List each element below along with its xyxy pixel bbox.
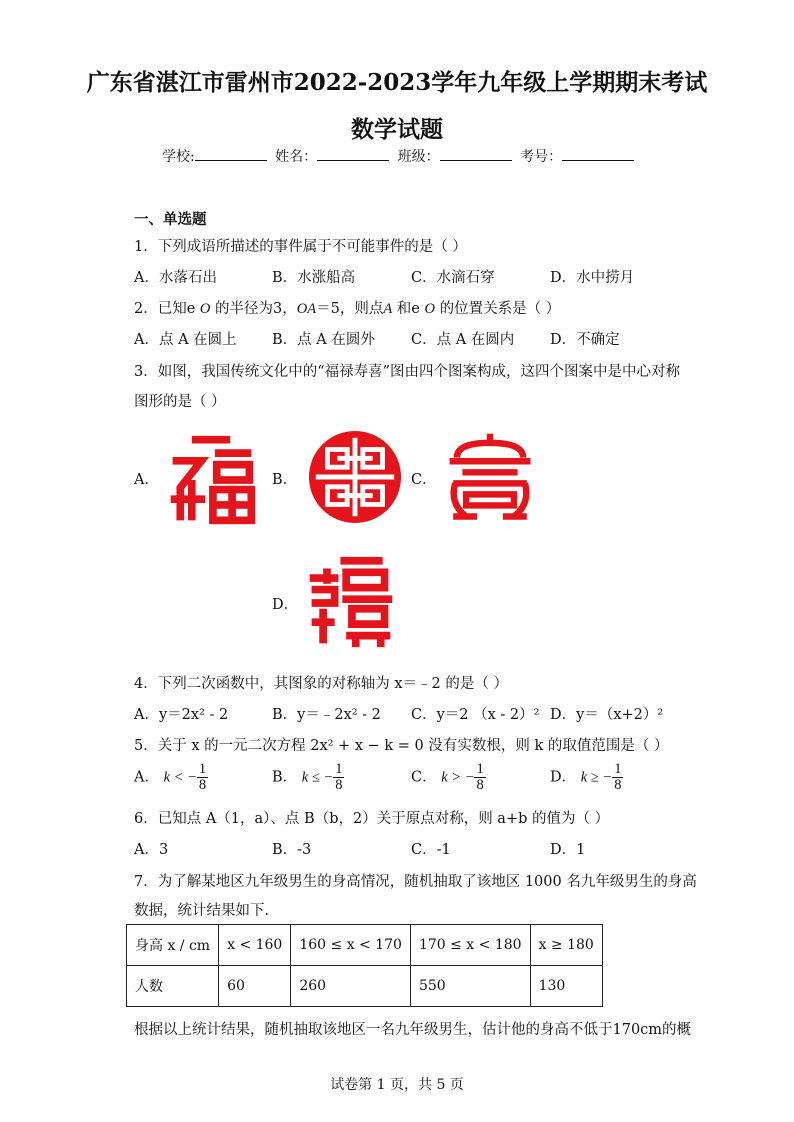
q3-label-b: B． — [272, 472, 298, 488]
q1-stem: 1．下列成语所描述的事件属于不可能事件的是（ ） — [134, 239, 467, 255]
school-label: 学校: — [162, 149, 195, 165]
q7-stem-line2: 数据，统计结果如下. — [134, 903, 270, 919]
shou-seal-icon — [444, 430, 536, 522]
q6-option-d: D．1 — [550, 842, 586, 858]
table-header-cell: 170 ≤ x < 180 — [410, 925, 530, 966]
q4-stem: 4．下列二次函数中，其图象的对称轴为 x＝﹣2 的是（ ） — [134, 676, 508, 692]
q3-stem-line2: 图形的是（ ） — [134, 394, 226, 410]
lu-seal-icon — [306, 428, 404, 526]
table-cell: 130 — [530, 966, 602, 1007]
q5-option-d: D． k ≥ − $\frac{1}{8}$ — [550, 761, 622, 793]
q2-option-c: C．点 A 在圆内 — [411, 332, 515, 348]
q6-stem: 6．已知点 A（1，a）、点 B（b，2）关于原点对称，则 a+b 的值为（ ） — [134, 811, 610, 827]
q1-option-a: A．水落石出 — [134, 270, 217, 286]
section-heading: 一、单选题 — [134, 211, 207, 228]
page-footer: 试卷第 1 页，共 5 页 — [330, 1077, 464, 1093]
name-field[interactable] — [317, 148, 389, 161]
q3-label-c: C． — [411, 472, 437, 488]
q1-option-c: C．水滴石穿 — [411, 270, 495, 286]
table-header-cell: x < 160 — [219, 925, 291, 966]
q5-option-a: A． k < − $\frac{1}{8}$ — [134, 761, 207, 793]
q6-option-a: A．3 — [134, 842, 169, 858]
fu-seal-icon — [163, 432, 259, 528]
q5-option-c: C． k > − $\frac{1}{8}$ — [411, 761, 484, 793]
q4-option-a: A．y＝2x² - 2 — [134, 707, 229, 723]
class-label: 班级： — [397, 149, 440, 165]
class-field[interactable] — [440, 148, 512, 161]
table-header-cell: x ≥ 180 — [530, 925, 602, 966]
table-header-cell: 160 ≤ x < 170 — [291, 925, 411, 966]
exam-title-line1: 广东省湛江市雷州市2022-2023学年九年级上学期期末考试 — [86, 69, 708, 96]
name-label: 姓名： — [275, 149, 318, 165]
table-cell: 人数 — [127, 966, 219, 1007]
q5-stem: 5．关于 x 的一元二次方程 2x² + x − k = 0 没有实数根，则 k 的取值范围是（ ） — [134, 738, 669, 754]
q3-label-d: D． — [272, 597, 299, 613]
height-stat-table — [126, 924, 603, 1007]
exam-title-line2: 数学试题 — [351, 116, 443, 143]
q3-label-a: A． — [134, 472, 159, 488]
q2-option-a: A．点 A 在圆上 — [134, 332, 237, 348]
xi-seal-icon — [302, 555, 398, 651]
q7-stem-line1: 7．为了解某地区九年级男生的身高情况，随机抽取了该地区 1000 名九年级男生的身高 — [134, 874, 697, 890]
table-cell: 60 — [219, 966, 291, 1007]
q4-option-b: B．y＝﹣2x² - 2 — [272, 707, 381, 723]
q2-option-d: D．不确定 — [550, 332, 620, 348]
table-cell: 550 — [410, 966, 530, 1007]
table-cell: 260 — [291, 966, 411, 1007]
table-row — [127, 966, 603, 1007]
table-row — [127, 925, 603, 966]
q1-option-b: B．水涨船高 — [272, 270, 356, 286]
q2-stem: 2．已知e O 的半径为3，OA＝5，则点A 和e O 的位置关系是（ ） — [134, 301, 561, 317]
q6-option-b: B．-3 — [272, 842, 312, 858]
q1-option-d: D．水中捞月 — [550, 270, 635, 286]
q3-stem-line1: 3．如图，我国传统文化中的“福禄寿喜”图由四个图案构成，这四个图案中是中心对称 — [134, 364, 681, 380]
exam-number-label: 考号： — [520, 149, 563, 165]
student-info-fields — [162, 146, 638, 166]
q7-follow-text: 根据以上统计结果，随机抽取该地区一名九年级男生，估计他的身高不低于170cm的概 — [134, 1022, 692, 1038]
table-header-cell: 身高 x / cm — [127, 925, 219, 966]
school-field[interactable] — [195, 148, 267, 161]
q4-option-d: D．y＝（x+2）² — [550, 707, 664, 723]
q4-option-c: C．y＝2 （x - 2）² — [411, 707, 540, 723]
q5-option-b: B． k ≤ − $\frac{1}{8}$ — [272, 761, 343, 793]
q2-option-b: B．点 A 在圆外 — [272, 332, 375, 348]
exam-number-field[interactable] — [562, 148, 634, 161]
q6-option-c: C．-1 — [411, 842, 451, 858]
